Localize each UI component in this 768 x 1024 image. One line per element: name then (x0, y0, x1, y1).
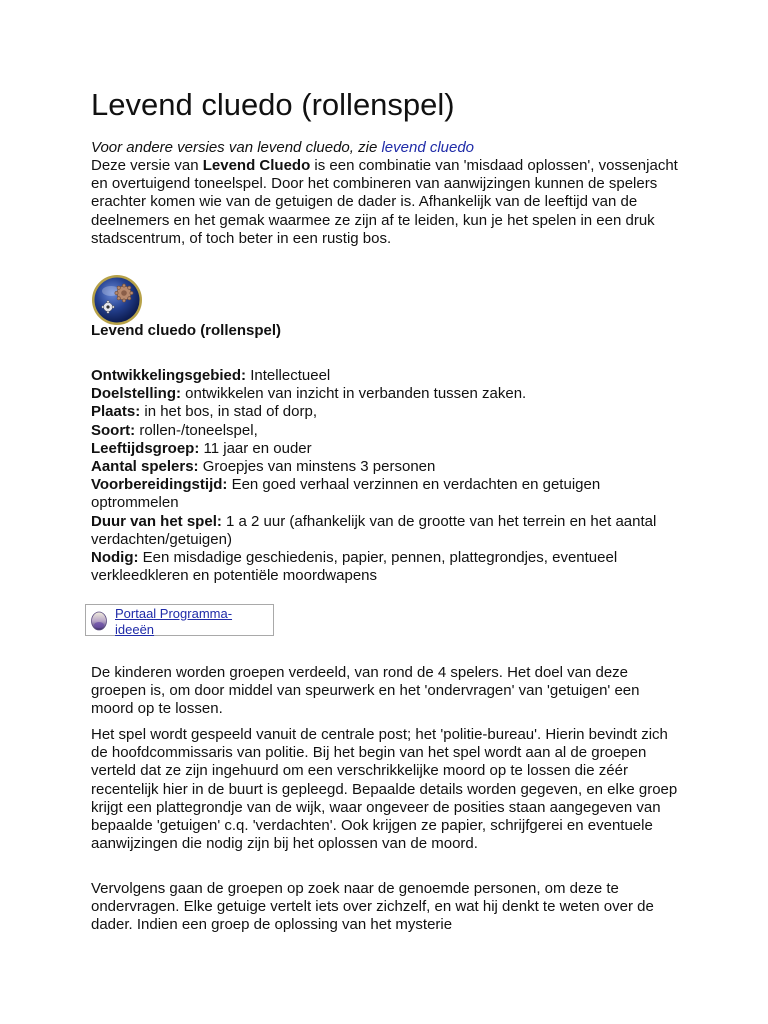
property-label: Nodig: (91, 549, 139, 567)
property-value: 11 jaar en ouder (199, 439, 312, 457)
property-label: Aantal spelers: (91, 458, 199, 476)
page-title: Levend cluedo (rollenspel) (91, 87, 455, 122)
property-row (91, 476, 681, 512)
intro-paragraph (91, 157, 681, 248)
property-label: Leeftijdsgroep: (91, 439, 200, 457)
property-label: Duur van het spel: (91, 512, 222, 530)
property-value: Groepjes van minstens 3 personen (198, 458, 436, 476)
property-value: ontwikkelen van inzicht in verbanden tussen zaken. (181, 385, 527, 403)
property-row (91, 549, 681, 585)
levend-cluedo-link[interactable]: levend cluedo (381, 139, 475, 156)
property-label: Soort: (91, 421, 136, 439)
infobox-title: Levend cluedo (rollenspel) (91, 322, 282, 339)
globe-gears-icon (91, 274, 143, 326)
property-value: Intellectueel (246, 367, 331, 384)
property-value: Een goed verhaal verzinnen en verdachten en getuigen optrommelen (91, 476, 601, 512)
intro-bold: Levend Cluedo (202, 157, 311, 174)
property-row (91, 513, 681, 549)
property-row (91, 440, 681, 458)
infobox-properties (91, 367, 681, 585)
property-label: Voorbereidingstijd: (91, 476, 228, 494)
property-value: rollen-/toneelspel, (135, 421, 258, 439)
property-row (91, 422, 681, 440)
intro-after: is een combinatie van 'misdaad oplossen', vossenjacht en overtuigend toneelspel. Door het combineren van aanwijzingen kunnen de spelers erachter komen wie van de getuigen de dader is. Afhankelijk van de leeftijd van de deelnemers en het gemak waarmee ze zijn af te leiden, kun je het spelen in een druk stadscentrum, of toch beter in een rustig bos. (91, 157, 678, 247)
property-value: 1 a 2 uur (afhankelijk van de grootte van het terrein en het aantal verdachten/getuigen) (91, 512, 657, 548)
property-row (91, 385, 681, 403)
property-label: Doelstelling: (91, 385, 182, 403)
property-label: Plaats: (91, 403, 141, 421)
property-value: in het bos, in stad of dorp, (140, 403, 317, 421)
portal-icon (90, 611, 108, 631)
property-row (91, 458, 681, 476)
property-row (91, 367, 681, 385)
body-paragraph: De kinderen worden groepen verdeeld, van rond de 4 spelers. Het doel van deze groepen is, om door middel van speurwerk en het 'ondervragen' van 'getuigen' een moord op te lossen. (91, 664, 640, 718)
property-label: Ontwikkelingsgebied: (91, 367, 247, 384)
property-row (91, 403, 681, 421)
portal-link[interactable]: Portaal Programma-ideeën (115, 606, 233, 637)
intro-before: Deze versie van (91, 157, 203, 174)
portal-box (85, 604, 274, 636)
note-prefix: Voor andere versies van levend cluedo, zie (91, 139, 382, 156)
body-paragraph: Vervolgens gaan de groepen op zoek naar de genoemde personen, om deze te ondervragen. Elke getuige vertelt iets over zichzelf, en wat hij denkt te weten over de dader. Indien een groep de oplossing van het mysterie (91, 880, 654, 934)
disambiguation-note (91, 139, 474, 157)
property-value: Een misdadige geschiedenis, papier, pennen, plattegrondjes, eventueel verkleedkleren en potentiële moordwapens (91, 549, 618, 585)
body-paragraph: Het spel wordt gespeeld vanuit de centrale post; het 'politie-bureau'. Hierin bevindt zich de hoofdcommissaris van politie. Bij het begin van het spel wordt aan al de groepen verteld dat ze zijn ingehuurd om een verschrikkelijke moord op te lossen die zéér recentelijk hier in de buurt is gepleegd. Bepaalde details worden gegeven, en elke groep krijgt een plattegrondje van de wijk, waar ongeveer de posities staan aangegeven van bepaalde 'getuigen' c.q. 'verdachten'. Ook krijgen ze papier, schrijfgerei en eventuele aanwijzingen die nodig zijn bij het oplossen van de moord. (91, 726, 678, 853)
